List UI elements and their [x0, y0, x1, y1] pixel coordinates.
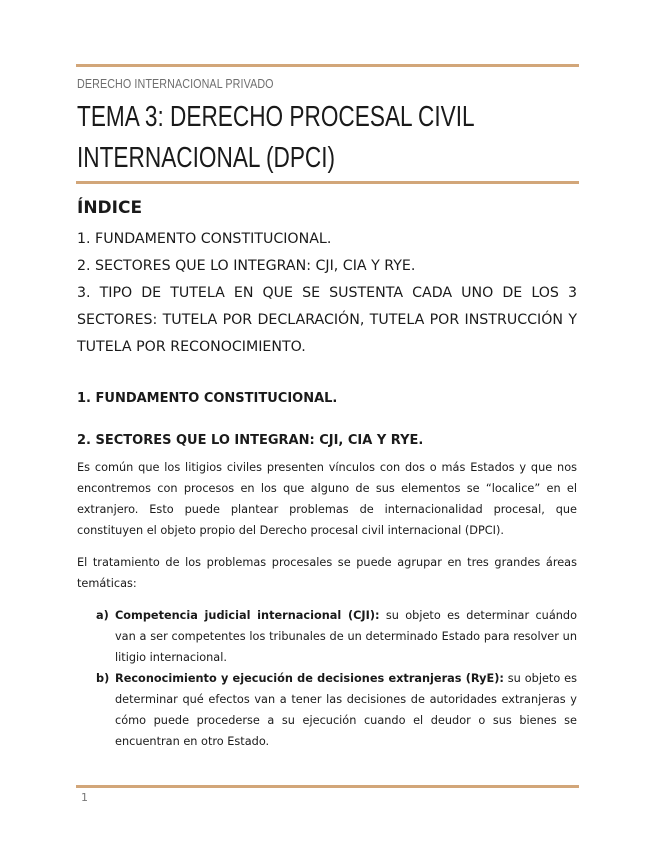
list-text: su objeto es determinar qué efectos van a tener las decisiones de autoridades extranjeras y cómo puede procederse a su ejecución cuando el deudor o sus bienes se encuentran en otro Estado.	[115, 672, 577, 748]
list-marker: b)	[96, 672, 110, 685]
section-2-heading: 2. SECTORES QUE LO INTEGRAN: CJI, CIA Y RYE.	[77, 433, 424, 448]
list-term: Competencia judicial internacional (CJI):	[115, 609, 380, 622]
list-marker: a)	[96, 609, 109, 622]
list-text: su objeto es determinar cuándo van a ser competentes los tribunales de un determinado Estado para resolver un litigio internacional.	[115, 609, 577, 664]
title-line-1: TEMA 3: DERECHO PROCESAL CIVIL	[77, 101, 475, 133]
top-rule	[76, 64, 579, 67]
page-number: 1	[81, 791, 88, 804]
list-item-a	[96, 605, 577, 668]
index-list	[77, 226, 577, 361]
page-title	[77, 97, 514, 179]
index-item: 3. TIPO DE TUTELA EN QUE SE SUSTENTA CADA UNO DE LOS 3 SECTORES: TUTELA POR DECLARACIÓN, TUTELA POR INSTRUCCIÓN Y TUTELA POR RECONOCIMIENTO.	[77, 285, 577, 355]
footer-rule	[76, 785, 579, 788]
section-1-heading: 1. FUNDAMENTO CONSTITUCIONAL.	[77, 391, 338, 406]
index-item: 2. SECTORES QUE LO INTEGRAN: CJI, CIA Y RYE.	[77, 258, 416, 274]
index-item: 1. FUNDAMENTO CONSTITUCIONAL.	[77, 231, 332, 247]
paragraph-1: Es común que los litigios civiles presenten vínculos con dos o más Estados y que nos encontremos con procesos en los que alguno de sus elementos se “localice” en el extranjero. Esto puede plantear problemas de internacionalidad procesal, que constituyen el objeto propio del Derecho procesal civil internacional (DPCI).	[77, 461, 577, 537]
title-line-2: INTERNACIONAL (DPCI)	[77, 142, 336, 174]
subject-label: DERECHO INTERNACIONAL PRIVADO	[77, 77, 274, 91]
index-heading: ÍNDICE	[77, 198, 143, 218]
title-rule	[76, 181, 579, 184]
list-item-b	[96, 668, 577, 752]
paragraph-2: El tratamiento de los problemas procesales se puede agrupar en tres grandes áreas temáticas:	[77, 556, 577, 590]
list-term: Reconocimiento y ejecución de decisiones extranjeras (RyE):	[115, 672, 504, 685]
